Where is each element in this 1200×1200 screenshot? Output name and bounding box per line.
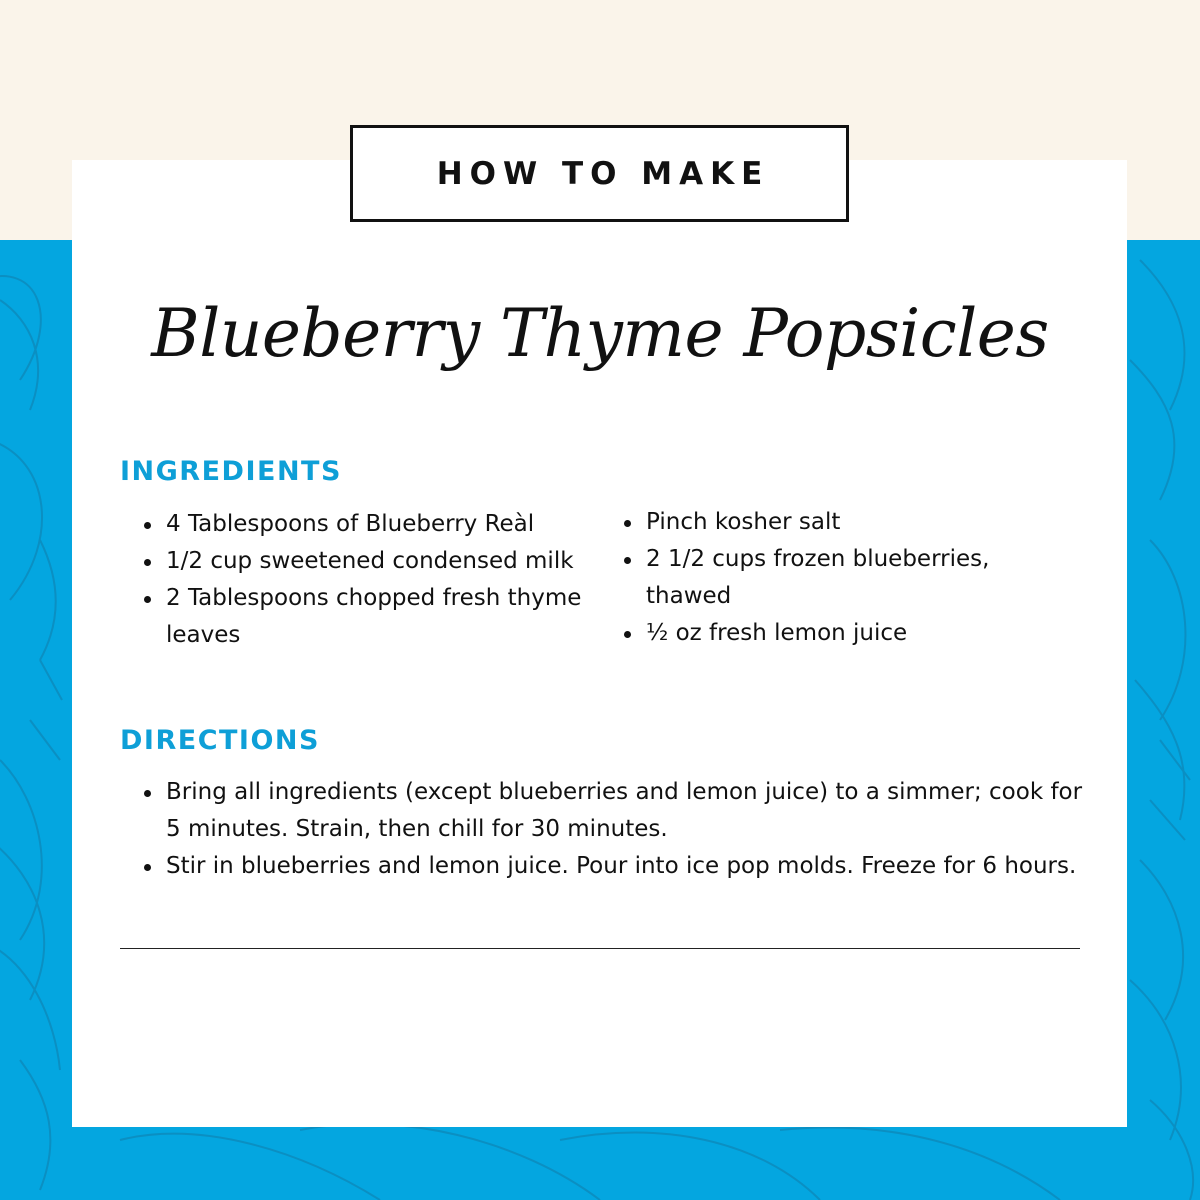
divider [120,948,1080,949]
list-item: Stir in blueberries and lemon juice. Pour into ice pop molds. Freeze for 6 hours. [166,848,1084,885]
ingredients-heading: INGREDIENTS [120,456,342,487]
directions-list [120,774,1084,885]
list-item: 4 Tablespoons of Blueberry Reàl [166,506,624,543]
list-item: 2 1/2 cups frozen blueberries, thawed [646,541,1066,615]
list-item: 1/2 cup sweetened condensed milk [166,543,624,580]
list-item: 2 Tablespoons chopped fresh thyme leaves [166,580,624,654]
list-item: Bring all ingredients (except blueberries and lemon juice) to a simmer; cook for 5 minutes. Strain, then chill for 30 minutes. [166,774,1084,848]
list-item: ½ oz fresh lemon juice [646,615,1066,652]
list-item: Pinch kosher salt [646,504,1066,541]
recipe-title: Blueberry Thyme Popsicles [151,295,1049,372]
ingredients-list-right [600,504,1066,652]
how-to-make-badge [350,125,849,222]
ingredients-list-left [120,506,624,654]
badge-label: HOW TO MAKE [436,155,770,192]
directions-heading: DIRECTIONS [120,725,320,756]
